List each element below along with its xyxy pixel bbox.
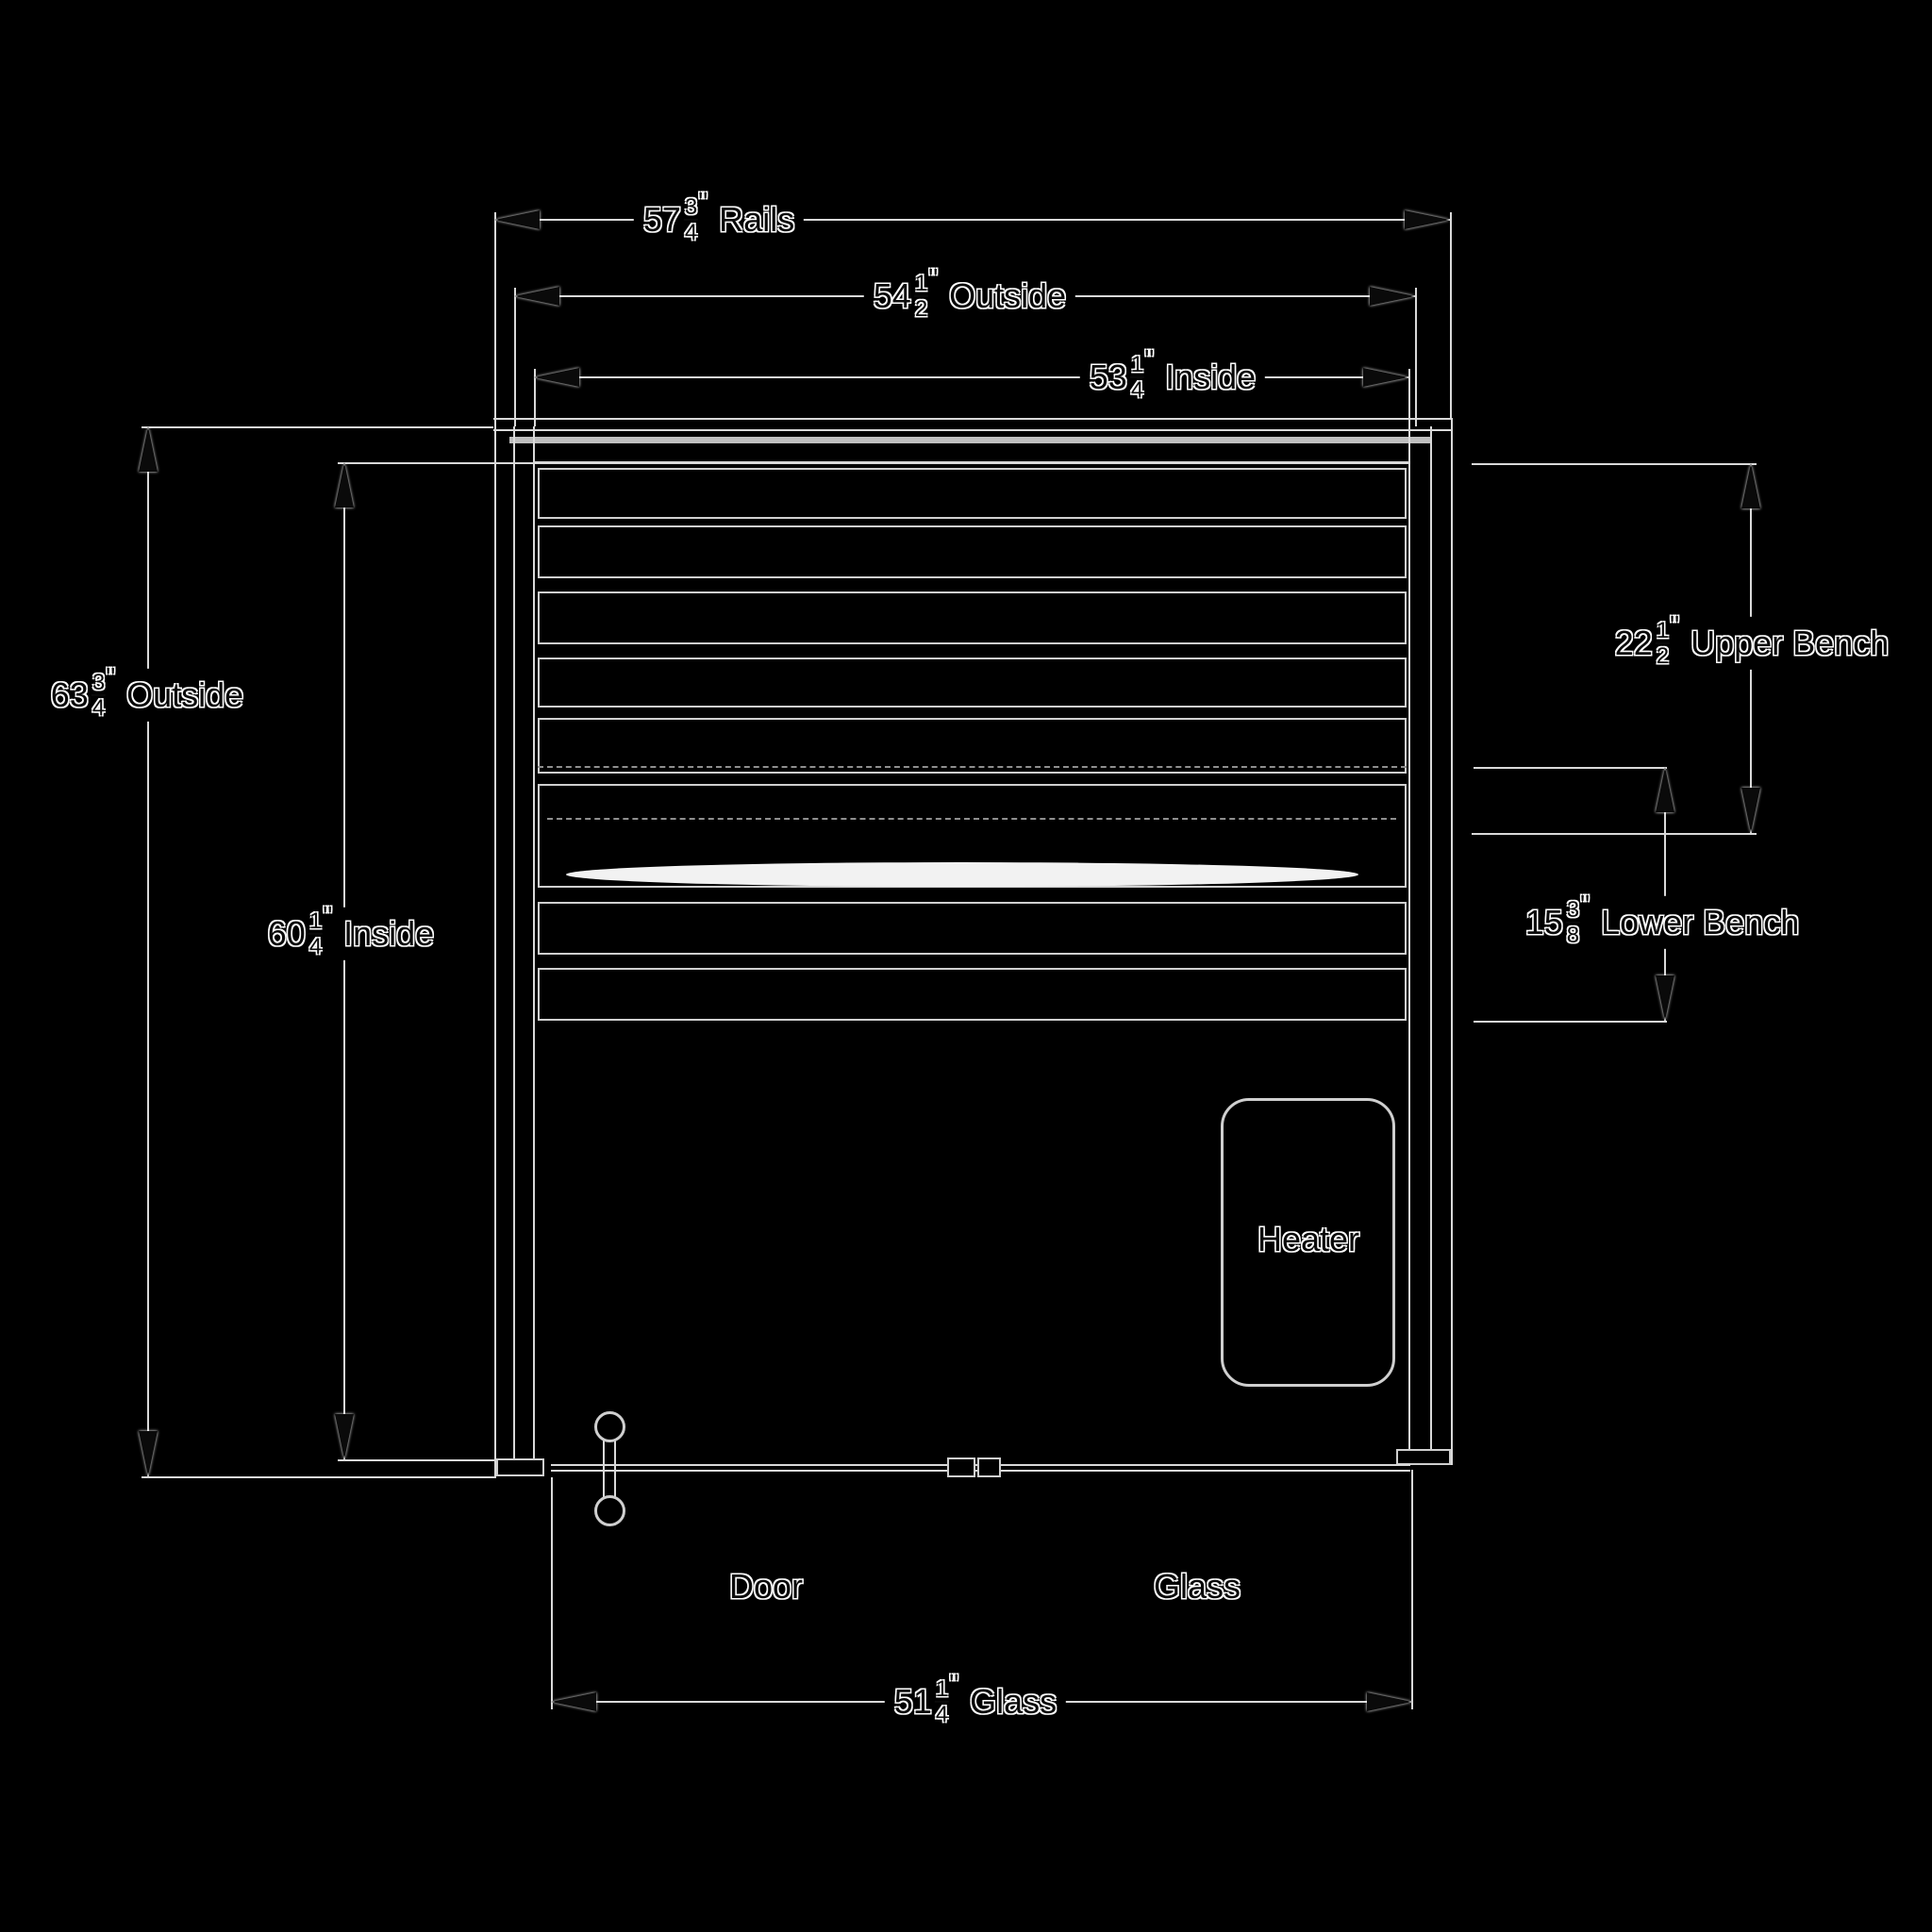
- wall-line: [1451, 418, 1453, 1465]
- dim-arrow-icon: [1656, 767, 1674, 812]
- wall-line: [1408, 426, 1410, 1451]
- dimension-line: [534, 376, 1408, 378]
- bench-board: [538, 902, 1407, 955]
- extension-line: [1474, 1021, 1667, 1023]
- dim-inside-depth-label: 60 $\frac{1}{4}$ " Inside: [258, 908, 443, 960]
- dim-glass-width-label: 51 $\frac{1}{4}$ " Glass: [885, 1675, 1066, 1728]
- bench-board: [538, 468, 1407, 519]
- dim-outside-width-label: 54 $\frac{1}{2}$ " Outside: [864, 270, 1075, 323]
- extension-line: [494, 212, 496, 418]
- door-handle-bar: [603, 1440, 605, 1498]
- wall-line: [534, 461, 1409, 464]
- bench-board: [538, 968, 1407, 1021]
- extension-line: [514, 288, 516, 426]
- dim-arrow-icon: [139, 1431, 158, 1476]
- extension-line: [338, 462, 534, 464]
- dim-arrow-icon: [1367, 1692, 1412, 1711]
- wall-line: [533, 426, 535, 1460]
- extension-line: [142, 426, 493, 428]
- bench-board: [538, 658, 1407, 708]
- dim-arrow-icon: [1370, 287, 1415, 306]
- bench-board: [538, 591, 1407, 644]
- dim-arrow-icon: [1741, 463, 1760, 508]
- extension-line: [142, 1476, 496, 1478]
- dim-arrow-icon: [1363, 368, 1408, 387]
- dim-arrow-icon: [335, 1414, 354, 1459]
- door-handle-bar: [614, 1440, 616, 1498]
- extension-line: [338, 1459, 496, 1461]
- dim-arrow-icon: [1741, 788, 1760, 833]
- extension-line: [1408, 369, 1410, 426]
- wall-end-post: [496, 1458, 544, 1476]
- dim-arrow-icon: [494, 210, 540, 229]
- dim-arrow-icon: [1405, 210, 1450, 229]
- extension-line: [1472, 463, 1757, 465]
- extension-line: [1411, 1470, 1413, 1709]
- dimension-line: [343, 462, 345, 1460]
- wall-end-post: [1396, 1449, 1451, 1465]
- dim-arrow-icon: [551, 1692, 596, 1711]
- dim-arrow-icon: [139, 426, 158, 472]
- wall-line: [493, 429, 1453, 431]
- extension-line: [1415, 288, 1417, 426]
- bench-front-edge-highlight: [566, 862, 1358, 887]
- dim-rails-label: 57 $\frac{3}{4}$ " Rails: [634, 193, 804, 246]
- dim-arrow-icon: [514, 287, 559, 306]
- heater-label: Heater: [1248, 1218, 1369, 1261]
- glass-label: Glass: [1144, 1565, 1250, 1608]
- door-glass-joint: [947, 1457, 975, 1477]
- dimension-line: [147, 426, 149, 1476]
- dim-outside-depth-label: 63 $\frac{3}{4}$ " Outside: [42, 669, 253, 722]
- extension-line: [1474, 767, 1667, 769]
- dim-lower-bench-label: 15 $\frac{3}{8}$ " Lower Bench: [1516, 896, 1809, 949]
- door-handle-knob: [594, 1495, 625, 1526]
- wall-line: [509, 437, 1432, 443]
- dim-upper-bench-label: 22 $\frac{1}{2}$ " Upper Bench: [1606, 617, 1899, 670]
- hidden-edge-line: [538, 766, 1407, 768]
- dim-arrow-icon: [534, 368, 579, 387]
- extension-line: [1450, 212, 1452, 418]
- wall-line: [513, 426, 515, 1460]
- wall-line: [494, 418, 496, 1477]
- hidden-edge-line: [547, 818, 1396, 820]
- wall-line: [1430, 426, 1432, 1451]
- dim-arrow-icon: [335, 462, 354, 508]
- door-handle-knob: [594, 1411, 625, 1442]
- bench-board: [538, 525, 1407, 578]
- dim-inside-width-label: 53 $\frac{1}{4}$ " Inside: [1080, 351, 1265, 404]
- door-label: Door: [720, 1565, 812, 1608]
- extension-line: [551, 1477, 553, 1709]
- extension-line: [1472, 833, 1757, 835]
- door-glass-joint: [977, 1457, 1001, 1477]
- dim-arrow-icon: [1656, 975, 1674, 1021]
- wall-line: [493, 418, 1453, 420]
